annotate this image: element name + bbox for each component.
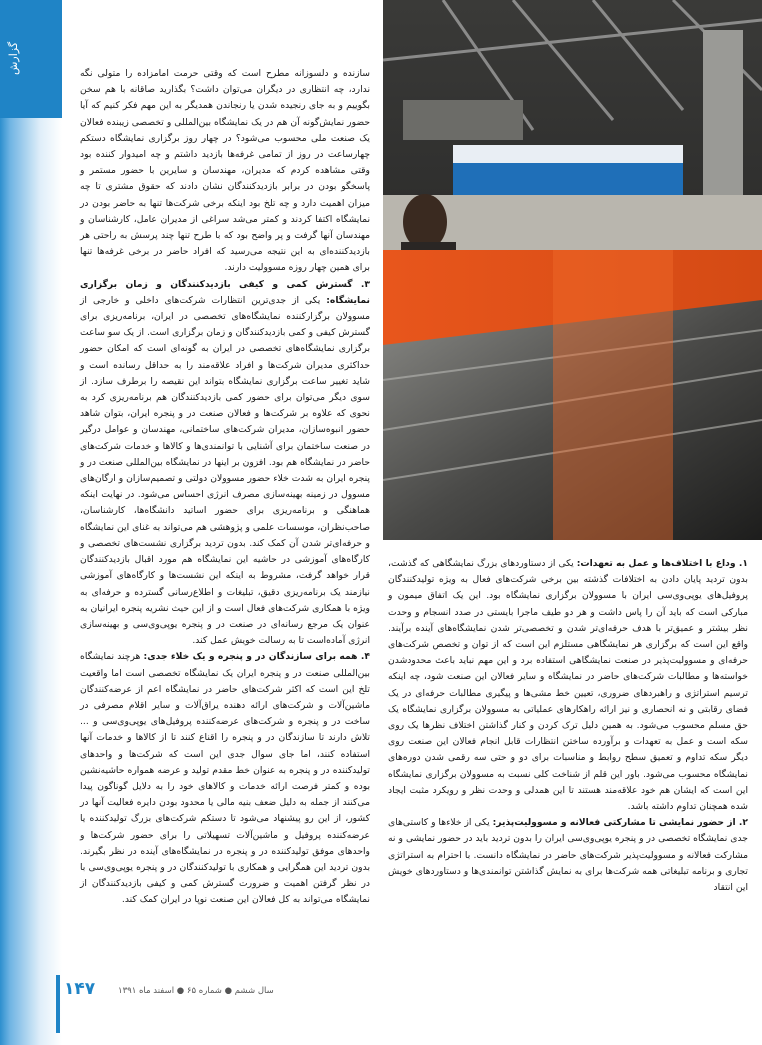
exhibition-photo-drawing	[383, 0, 762, 540]
side-gradient-strip	[0, 118, 62, 1045]
folio-bar	[56, 975, 60, 1033]
paragraph-section-3: ۳. گسترش کمی و کیفی بازدیدکنندگان و زمان برگزاری نمایشگاه: یکی از جدی‌ترین انتظارات شرکت‌های داخلی و خارجی از مسوولان برگزارکننده نمایشگاه‌های تخصصی در ایران، برنامه‌ریزی برای گسترش کیفی و کمی بازدیدکنندگان و زمان برگزاری است. از یک سو ساعت برگزاری نمایشگاه‌های تخصصی در ایران به گونه‌ای است که امکان حضور حداکثری مدیران شرکت‌ها و افراد علاقه‌مند را به حداقل رسانده است و شاید تغییر ساعت برگزاری نمایشگاه بتواند این نقیصه را برطرف سازد. از سوی دیگر می‌توان برای حضور کمی بازدیدکنندگان هم برنامه‌ریزی کرد به نحوی که علاوه بر شرکت‌ها و فعالان صنعت در و پنجره ایران، بتوان شاهد حضور انبوه‌سازان، مدیران شرکت‌های ساختمانی، مهندسان و عوامل درگیر در صنعت ساختمان برای آشنایی با توانمندی‌ها و کالاها و خدمات شرکت‌های حاضر در نمایشگاه هم بود. افزون بر اینها در نمایشگاه بین‌المللی صنعت در و پنجره ایران به شدت خلاء حضور مسوولان دولتی و تصمیم‌سازان و ارگان‌های مسوول در زمینه بهینه‌سازی مصرف انرژی احساس می‌شود. در نهایت اینکه هماهنگی و برنامه‌ریزی برای حضور اساتید دانشگاه‌ها، کارشناسان، صاحب‌نظران، موسسات علمی و پژوهشی هم می‌تواند به غنای این نمایشگاه و حرفه‌ای‌تر شدن آن کمک کند. بدون تردید برگزاری نشست‌های تخصصی و کارگاه‌های آموزشی در حاشیه این نمایشگاه هم مورد اقبال بازدیدکنندگان قرار خواهد گرفت، مشروط به اینکه این نشست‌ها و کارگاه‌های آموزشی نیازمند یک برنامه‌ریزی دقیق، تبلیغات و اطلاع‌رسانی گسترده و حرفه‌ای به ویژه با همکاری شرکت‌های فعال است و از این حیث نشریه پنجره ایرانیان به عنوان یک مرجع رسانه‌ای در صنعت در و پنجره یوپی‌وی‌سی و بهینه‌سازی انرژی آماده‌است تا به رسالت خویش عمل کند.	[80, 278, 370, 647]
paragraph-section-1: ۱. وداع با اختلاف‌ها و عمل به تعهدات: یکی از دستاوردهای بزرگ نمایشگاهی که گذشت، بدون تردید پایان دادن به اختلافات گذشته بین برخی شرکت‌های فعال به ویژه تولیدکنندگان پروفیل‌های یوپی‌وی‌سی ایران با مسوولان برگزاری نمایشگاه بود. این یک اتفاق میمون و مبارکی است که باید آن را پاس داشت و هر دو طیف ماجرا بایستی در صدد انسجام و وحدت نظر بیشتر و عمیق‌تر با هدف حرفه‌ای‌تر شدن و تخصصی‌تر شدن نمایشگاه‌های آینده برآیند. واقع این است که برگزاری هر نمایشگاهی مستلزم این است که از توان و تخصص شرکت‌های حرفه‌ای و مسوولیت‌پذیر در صنعت نمایشگاهی استفاده برد و این مهم نباید باعث محدودشدن خواسته‌ها و مطالبات شرکت‌های حاضر در نمایشگاه و سایر فعالان این صنعت شود، چه اینکه ترسیم استراتژی و راهبردهای ضروری، تعیین خط مشی‌ها و پیگیری مطالبات حرفه‌ای در یک فضای رقابتی و نه انحصاری و نیز ارائه راهکارهای عملیاتی به مسوولان برگزاری نمایشگاه یک حق مسلم محسوب می‌شود. به همین دلیل ترک کردن و کنار گذاشتن اختلاف نظرها یک روی سکه است و عمل به تعهدات و برآورده ساختن انتظارات قابل انجام فعالان این صنعت روی دیگر سکه تداوم و تعمیق سطح روابط و مناسبات برای دو و حتی سه رقمی شدن دوره‌های نمایشگاه محسوب می‌شود. باور این قلم از شناخت کلی نسبت به مسوولان برگزاری نمایشگاه این است که ایشان هم خود علاقه‌مند هستند تا این همدلی و وحدت نظر و رویکرد مثبت ایجاد شده همچنان تداوم داشته باشد.	[388, 558, 748, 813]
visitor-head	[403, 194, 447, 250]
paragraph-intro: سازنده و دلسوزانه مطرح است که وقتی حرمت امامزاده را متولی نگه ندارد، چه انتظاری در دیگران می‌توان داشت؟ بگذارید صاقانه با هم سخن بگوییم و به جای رنجیده شدن یا رنجاندن همدیگر به این مهم فکر کنیم که آیا حضور نمایش‌گونه آن هم در یک نمایشگاه بین‌المللی و تخصصی زیبنده فعالان یک صنعت ملی محسوب می‌شود؟ در چهار روز برگزاری نمایشگاه دستکم چهارساعت در روز از تمامی غرفه‌ها بازدید داشتم و چه امیدوار کننده بود وقتی مشاهده کردم که مدیران، مهندسان و سایرین با حضور مستمر و پاسخگو بودن در برابر بازدیدکنندگان نشان دادند که حقوق مشتری تا چه میزان اهمیت دارد و چه تلخ بود اینکه برخی شرکت‌ها تنها به حاضر بودن در نمایشگاه اکتفا کردند و کمتر می‌شد سراغی از مدیران عامل، کارشناسان و مهندسان آنها گرفت و پر واضح بود که با طرح تنها چند پرسش به راحتی هر بازدیدکننده‌ای به این نتیجه می‌رسید که افراد حاضر در برخی غرفه‌ها تنها برای همین چهار روزه مسوولیت دارند.	[80, 68, 370, 274]
section-3-heading: ۳. گسترش کمی و کیفی بازدیدکنندگان و زمان برگزاری نمایشگاه:	[80, 278, 370, 306]
paragraph-section-2: ۲. از حضور نمایشی تا مشارکتی فعالانه و مسوولیت‌پذیر: یکی از خلاءها و کاستی‌های جدی نمایشگاه تخصصی در و پنجره یوپی‌وی‌سی ایران را بدون تردید باید در حضور نمایشی و نه مشارکت فعالانه و مسوولیت‌پذیر شرکت‌های حاضر در نمایشگاه دانست. با احترام به استراتژی تجاری و برنامه تبلیغاتی همه شرکت‌ها برای به نمایش گذاشتن توانمندی‌ها و دستاوردهای خویش این انتقاد	[388, 817, 748, 894]
paragraph-section-4: ۴. همه برای سازندگان در و پنجره و یک خلاء جدی: هرچند نمایشگاه بین‌المللی صنعت در و پنجره ایران یک نمایشگاه تخصصی است اما واقعیت تلخ این است که اکثر شرکت‌های حاضر در نمایشگاه اعم از عرضه‌کنندگان ماشین‌آلات و شرکت‌های ارائه دهنده یراق‌آلات و سایر اقلام مصرفی در ساخت در و پنجره و شرکت‌های عرضه‌کننده پروفیل‌های یوپی‌وی‌سی و ... تلاش دارند تا سازندگان در و پنجره را اقناع کنند تا از کالاها و خدمات آنها استفاده کنند، اما جای سوال جدی این است که شرکت‌ها و واحدهای تولیدکننده در و پنجره به عنوان خط مقدم تولید و عرضه همواره حاشیه‌نشین بوده و کمتر فرصت ارائه خدمات و کالاهای خود را به دلایل گوناگون پیدا می‌کنند از جمله به دلیل ضعف بنیه مالی یا محدود بودن دایره فعالیت آنها در کشور، از این رو پیشنهاد می‌شود تا دستکم شرکت‌های بزرگ تولیدکننده یا عرضه‌کننده پروفیل و ماشین‌آلات تسهیلاتی را برای حضور شرکت‌ها و واحدهای موفق تولیدکننده در و پنجره در نمایشگاه‌های آینده در نظر بگیرند. بدون تردید این همگرایی و همکاری با تولیدکنندگان در و پنجره یوپی‌وی‌سی با در نظر گرفتن اهمیت و ضرورت گسترش کمی و کیفی بازدیدکنندگان از نمایشگاه می‌تواند به کل فعالان این صنعت نوپا در ایران کمک کند.	[80, 651, 370, 906]
left-text-column	[80, 66, 370, 966]
booth-sign	[453, 145, 683, 163]
exhibition-photo	[383, 0, 762, 540]
issue-info: سال ششم ● شماره ۶۵ ● اسفند ماه ۱۳۹۱	[118, 986, 274, 996]
section-tab-label: گزارش	[7, 41, 20, 75]
section-tab	[0, 0, 62, 118]
section-1-heading: ۱. وداع با اختلاف‌ها و عمل به تعهدات:	[576, 558, 748, 569]
duct	[403, 100, 523, 140]
right-text-column	[388, 556, 748, 976]
orange-bracket	[553, 250, 673, 540]
section-2-heading: ۲. از حضور نمایشی تا مشارکتی فعالانه و مسوولیت‌پذیر:	[492, 817, 748, 829]
page-number: ۱۴۷	[64, 979, 96, 999]
section-4-heading: ۴. همه برای سازندگان در و پنجره و یک خلاء جدی:	[143, 651, 370, 663]
